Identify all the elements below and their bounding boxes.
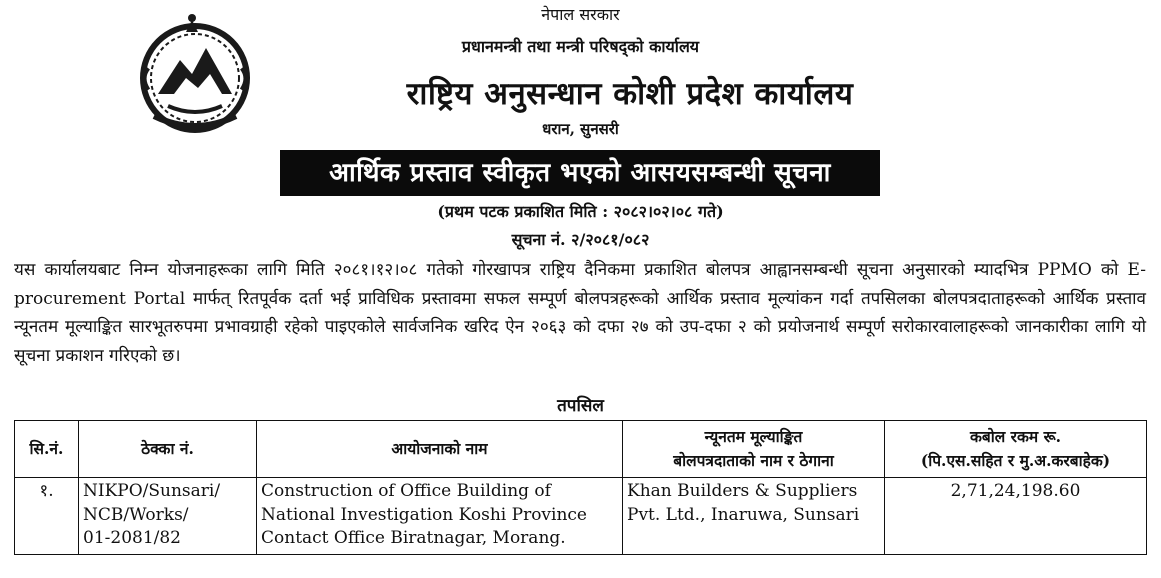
header-amount: [885, 421, 1147, 478]
header-bidder-line1: न्यूनतम मूल्याङ्कित: [704, 427, 803, 446]
published-date: (प्रथम पटक प्रकाशित मिति : २०८२।०२।०८ गते): [437, 202, 724, 221]
project-name-line: Construction of Office Building of: [261, 481, 551, 501]
office-location: धरान, सुनसरी: [542, 120, 619, 138]
table-row: [15, 478, 1147, 555]
bidder-line: Pvt. Ltd., Inaruwa, Sunsari: [627, 504, 860, 525]
contract-no-line: NCB/Works/: [83, 504, 189, 525]
annex-heading: तपसिल: [557, 396, 604, 416]
bidder-line: Khan Builders & Suppliers: [627, 481, 858, 501]
project-name-line: National Investigation Koshi Province: [261, 504, 587, 525]
cell-contract-no: [79, 478, 257, 555]
government-name: नेपाल सरकार: [541, 5, 620, 24]
project-name-line: Contact Office Biratnagar, Morang.: [261, 528, 566, 548]
header-bidder: [623, 421, 885, 478]
notice-number: सूचना नं. २/२०८१/०८२: [511, 230, 650, 249]
tender-table: [14, 420, 1147, 555]
office-name: राष्ट्रिय अनुसन्धान कोशी प्रदेश कार्यालय: [406, 76, 854, 112]
header-amount-line1: कबोल रकम रू.: [969, 427, 1062, 446]
header-bidder-line2: बोलपत्रदाताको नाम र ठेगाना: [673, 451, 834, 470]
contract-no-line: 01-2081/82: [83, 528, 181, 548]
cell-amount: 2,71,24,198.60: [885, 478, 1147, 555]
table-header-row: [15, 421, 1147, 478]
cell-sn: १.: [15, 478, 79, 555]
ministry-name: प्रधानमन्त्री तथा मन्त्री परिषद्को कार्यालय: [461, 37, 700, 56]
cell-project-name: [257, 478, 623, 555]
contract-no-line: NIKPO/Sunsari/: [83, 481, 221, 501]
header-sn: सि.नं.: [15, 421, 79, 478]
notice-title: आर्थिक प्रस्ताव स्वीकृत भएको आसयसम्बन्धी सूचना: [280, 150, 880, 196]
cell-bidder: [623, 478, 885, 555]
notice-body: यस कार्यालयबाट निम्न योजनाहरूका लागि मिति २०८१।१२।०८ गतेको गोरखापत्र राष्ट्रिय दैनिकमा प्रकाशित बोलपत्र आह्वानसम्बन्धी सूचना अनुसारको म्यादभित्र PPMO को E-procurement Portal मार्फत् रितपूर्वक दर्ता भई प्राविधिक प्रस्तावमा सफल सम्पूर्ण बोलपत्रहरूको आर्थिक प्रस्ताव मूल्यांकन गर्दा तपसिलका बोलपत्रदाताहरूको आर्थिक प्रस्ताव न्यूनतम मूल्याङ्कित सारभूतरुपमा प्रभावग्राही रहेको पाइएकोले सार्वजनिक खरिद ऐन २०६३ को दफा २७ को उप-दफा २ को प्रयोजनार्थ सम्पूर्ण सरोकारवालाहरूको जानकारीका लागि यो सूचना प्रकाशन गरिएको छ।: [14, 260, 1146, 366]
header-project-name: आयोजनाको नाम: [257, 421, 623, 478]
header-amount-line2: (पि.एस.सहित र मु.अ.करबाहेक): [920, 451, 1111, 470]
header-contract-no: ठेक्का नं.: [79, 421, 257, 478]
